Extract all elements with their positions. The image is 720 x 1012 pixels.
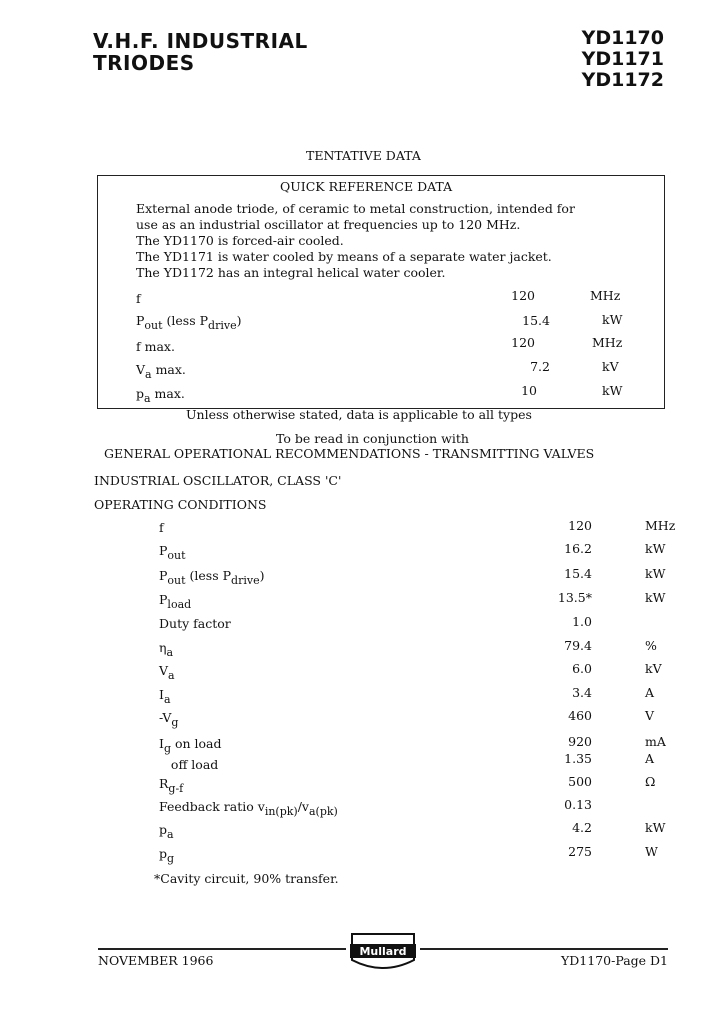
- applicability-note: Unless otherwise stated, data is applicable to all types: [186, 407, 532, 422]
- footnote: *Cavity circuit, 90% transfer.: [154, 871, 339, 886]
- op-unit: %: [645, 638, 657, 653]
- status-label: TENTATIVE DATA: [306, 148, 421, 163]
- op-unit: Ω: [645, 774, 656, 789]
- title-line-2: TRIODES: [93, 51, 195, 75]
- op-param: $p_a$: [159, 822, 174, 841]
- op-param: $\eta_a$: [159, 640, 174, 659]
- op-value: 500: [568, 774, 592, 789]
- qr-unit: MHz: [592, 335, 623, 350]
- description-line: External anode triode, of ceramic to metal construction, intended for: [136, 201, 575, 216]
- op-value: 460: [568, 708, 592, 723]
- op-unit: kW: [645, 820, 666, 835]
- op-unit: kW: [645, 566, 666, 581]
- op-param: $V_a$: [159, 663, 175, 682]
- title-line-1: V.H.F. INDUSTRIAL: [93, 29, 308, 53]
- op-value: 13.5*: [557, 590, 592, 605]
- read-with-note: To be read in conjunction with: [276, 431, 469, 446]
- quick-reference-heading: QUICK REFERENCE DATA: [280, 179, 453, 194]
- footer-page: YD1170-Page D1: [561, 953, 668, 968]
- op-unit: A: [645, 685, 655, 700]
- op-value: 3.4: [572, 685, 592, 700]
- op-value: 275: [568, 844, 592, 859]
- description-line: The YD1170 is forced-air cooled.: [136, 233, 344, 248]
- qr-value: 15.4: [522, 313, 550, 328]
- op-value: 6.0: [572, 661, 592, 676]
- op-value: 120: [568, 518, 592, 533]
- qr-unit: kW: [602, 383, 623, 398]
- op-value: 79.4: [564, 638, 592, 653]
- op-value: 16.2: [564, 541, 592, 556]
- qr-value: 120: [511, 288, 535, 303]
- op-param: Duty factor: [159, 616, 231, 631]
- description-line: The YD1172 has an integral helical water cooler.: [136, 265, 446, 280]
- qr-unit: MHz: [590, 288, 621, 303]
- op-value: 15.4: [564, 566, 592, 581]
- qr-value: 120: [511, 335, 535, 350]
- op-value: 1.35: [564, 751, 592, 766]
- type-number: YD1170: [581, 27, 664, 49]
- description-line: use as an industrial oscillator at frequencies up to 120 MHz.: [136, 217, 521, 232]
- op-param: $I_a$: [159, 687, 171, 706]
- op-unit: V: [645, 708, 655, 723]
- op-param: $P_{out}$ (less $P_{drive}$): [159, 568, 265, 587]
- op-value: 4.2: [572, 820, 592, 835]
- qr-param: f: [136, 291, 141, 306]
- logo-text: Mullard: [359, 945, 407, 958]
- qr-param: $V_a$ max.: [136, 362, 186, 381]
- qr-unit: kV: [602, 359, 619, 374]
- subsection-title: OPERATING CONDITIONS: [94, 497, 267, 512]
- description-line: The YD1171 is water cooled by means of a separate water jacket.: [136, 249, 552, 264]
- section-title: INDUSTRIAL OSCILLATOR, CLASS 'C': [94, 473, 342, 488]
- op-unit: MHz: [645, 518, 676, 533]
- footer-rule-left: [98, 948, 346, 950]
- type-number: YD1172: [581, 69, 664, 91]
- op-unit: kW: [645, 541, 666, 556]
- op-unit: mA: [645, 734, 666, 749]
- footer-date: NOVEMBER 1966: [98, 953, 214, 968]
- op-param: f: [159, 520, 164, 535]
- op-param: $-V_g$: [159, 710, 179, 729]
- mullard-logo: [346, 930, 420, 974]
- op-unit: kV: [645, 661, 662, 676]
- op-param: Feedback ratio $v_{in(pk)}/v_{a(pk)}$: [159, 799, 338, 818]
- qr-value: 7.2: [530, 359, 550, 374]
- op-unit: W: [645, 844, 658, 859]
- qr-param: $p_a$ max.: [136, 386, 185, 405]
- op-param: $P_{out}$: [159, 543, 186, 562]
- op-value: 1.0: [572, 614, 592, 629]
- op-param: $R_{g-f}$: [159, 776, 184, 795]
- grid-current-param: $I_g$ on load off load: [159, 736, 222, 772]
- qr-param: f max.: [136, 339, 175, 354]
- op-unit: kW: [645, 590, 666, 605]
- op-value: 0.13: [564, 797, 592, 812]
- op-value: 920: [568, 734, 592, 749]
- type-number: YD1171: [581, 48, 664, 70]
- op-param: $P_{load}$: [159, 592, 192, 611]
- footer-rule-right: [420, 948, 668, 950]
- qr-value: 10: [521, 383, 537, 398]
- op-unit: A: [645, 751, 655, 766]
- qr-unit: kW: [602, 312, 623, 327]
- qr-param: $P_{out}$ (less $P_{drive}$): [136, 313, 242, 332]
- op-param: $p_g$: [159, 846, 175, 865]
- general-recommendations: GENERAL OPERATIONAL RECOMMENDATIONS - TRANSMITTING VALVES: [104, 446, 595, 461]
